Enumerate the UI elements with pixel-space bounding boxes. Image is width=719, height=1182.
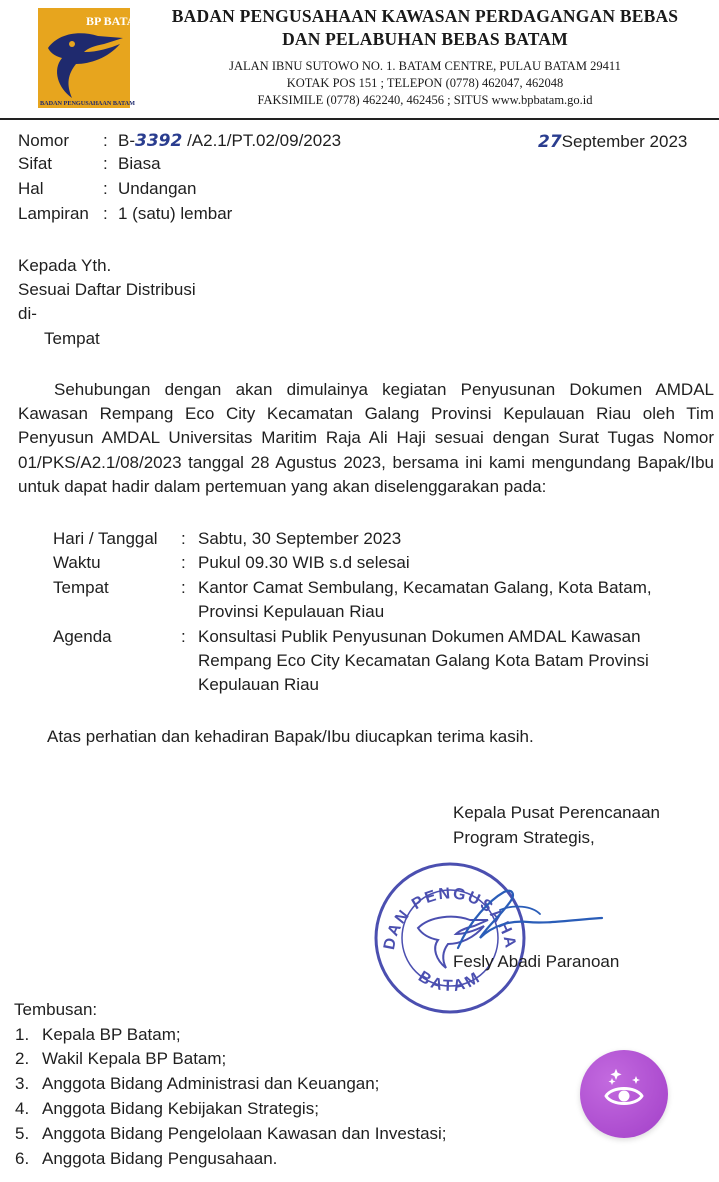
detail-colon: : [181, 553, 186, 572]
sifat-value: Biasa [118, 154, 161, 173]
tembusan-item: Anggota Bidang Pengelolaan Kawasan dan Investasi; [42, 1124, 447, 1143]
body-paragraph: Sehubungan dengan akan dimulainya kegiatan Penyusunan Dokumen AMDAL Kawasan Rempang Eco City Kecamatan Galang Provinsi Kepulauan Riau oleh Tim Penyusun AMDAL Universitas Maritim Raja Ali Haji sesuai dengan Surat Tugas Nomor 01/PKS/A2.1/08/2023 tanggal 28 Agustus 2023, bersama ini kami mengundang Bapak/Ibu untuk dapat hadir dalam pertemuan yang akan diselenggarakan pada: [18, 380, 714, 496]
letter-date [538, 130, 687, 154]
signatory-name: Fesly Abadi Paranoan [453, 952, 620, 971]
lampiran-colon: : [103, 204, 108, 223]
detail-colon: : [181, 627, 186, 646]
logo-text-top: BP BATAM [86, 14, 147, 28]
handwritten-signature [440, 880, 610, 960]
detail-label-time: Waktu [53, 553, 101, 572]
tembusan-title: Tembusan: [14, 1000, 98, 1019]
detail-value-date: Sabtu, 30 September 2023 [198, 529, 402, 548]
tembusan-number: 6. [15, 1149, 30, 1168]
detail-colon: : [181, 529, 186, 548]
detail-label-date: Hari / Tanggal [53, 529, 158, 548]
detail-value-time: Pukul 09.30 WIB s.d selesai [198, 553, 410, 572]
eye-sparkle-icon [580, 1050, 668, 1138]
detail-value-agenda: Konsultasi Publik Penyusunan Dokumen AMDAL Kawasan Rempang Eco City Kecamatan Galang Kota Batam Provinsi Kepulauan Riau [198, 627, 649, 694]
recipient-line3: di- [18, 304, 37, 323]
closing-sentence: Atas perhatian dan kehadiran Bapak/Ibu diucapkan terima kasih. [47, 727, 534, 746]
address-line3: FAKSIMILE (0778) 462240, 462456 ; SITUS www.bpbatam.go.id [257, 93, 593, 107]
bp-batam-logo [38, 8, 147, 108]
stamp-text-top: DAN PENGUSAHA [380, 885, 520, 952]
nomor-label: Nomor [18, 131, 70, 150]
nomor-suffix: /A2.1/PT.02/09/2023 [187, 131, 342, 150]
tembusan-item: Anggota Bidang Pengusahaan. [42, 1149, 278, 1168]
ai-lens-button[interactable] [580, 1050, 668, 1138]
hal-colon: : [103, 179, 108, 198]
signatory-title-line1: Kepala Pusat Perencanaan [453, 803, 660, 822]
hal-label: Hal [18, 179, 44, 198]
signatory-title-line2: Program Strategis, [453, 828, 595, 847]
lampiran-label: Lampiran [18, 204, 89, 223]
tembusan-number: 4. [15, 1099, 30, 1118]
nomor-prefix: B- [118, 131, 135, 150]
recipient-line4: Tempat [44, 329, 100, 348]
letterhead-divider [0, 118, 719, 120]
tembusan-item: Kepala BP Batam; [42, 1025, 181, 1044]
tembusan-number: 5. [15, 1124, 30, 1143]
recipient-line1: Kepada Yth. [18, 256, 112, 275]
detail-label-place: Tempat [53, 578, 109, 597]
tembusan-item: Wakil Kepala BP Batam; [42, 1049, 227, 1068]
detail-label-agenda: Agenda [53, 627, 112, 646]
date-text: September 2023 [561, 132, 688, 151]
address-line2: KOTAK POS 151 ; TELEPON (0778) 462047, 462048 [286, 76, 564, 90]
nomor-handwritten: 3392 [135, 131, 183, 151]
sifat-colon: : [103, 154, 108, 173]
recipient-line2: Sesuai Daftar Distribusi [18, 280, 196, 299]
detail-value-place: Kantor Camat Sembulang, Kecamatan Galang, Kota Batam, Provinsi Kepulauan Riau [198, 578, 652, 621]
logo-text-bottom: BADAN PENGUSAHAAN BATAM [40, 100, 135, 107]
tembusan-item: Anggota Bidang Administrasi dan Keuangan; [42, 1074, 380, 1093]
tembusan-number: 2. [15, 1049, 30, 1068]
detail-colon: : [181, 578, 186, 597]
lampiran-value: 1 (satu) lembar [118, 204, 233, 223]
sifat-label: Sifat [18, 154, 53, 173]
date-handwritten: 27 [538, 132, 562, 152]
tembusan-item: Anggota Bidang Kebijakan Strategis; [42, 1099, 319, 1118]
address-line1: JALAN IBNU SUTOWO NO. 1. BATAM CENTRE, PULAU BATAM 29411 [229, 59, 621, 73]
hal-value: Undangan [118, 179, 197, 198]
nomor-colon: : [103, 131, 108, 150]
tembusan-number: 3. [15, 1074, 30, 1093]
org-name-line2: DAN PELABUHAN BEBAS BATAM [282, 29, 568, 49]
nomor-value [118, 129, 341, 153]
org-name-line1: BADAN PENGUSAHAAN KAWASAN PERDAGANGAN BEBAS [171, 6, 679, 26]
stamp-text-bottom: BATAM [415, 968, 485, 996]
tembusan-number: 1. [15, 1025, 30, 1044]
